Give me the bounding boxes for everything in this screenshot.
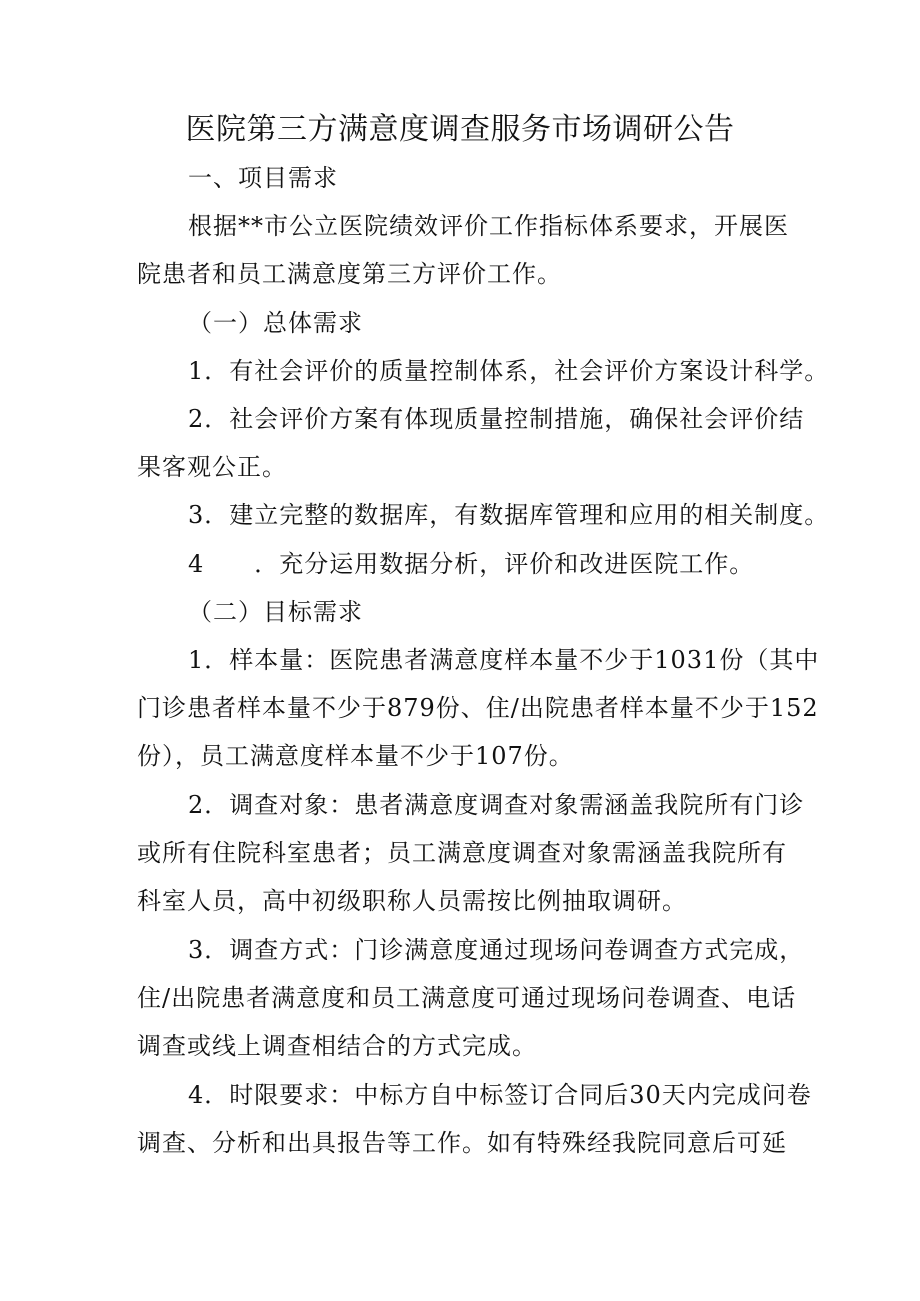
list-item: 3．调查方式：门诊满意度通过现场问卷调查方式完成， xyxy=(188,936,805,964)
list-item-continuation: 科室人员，高中初级职称人员需按比例抽取调研。 xyxy=(137,887,687,915)
paragraph-line: 院患者和员工满意度第三方评价工作。 xyxy=(137,260,562,288)
list-item: 2．调查对象：患者满意度调查对象需涵盖我院所有门诊 xyxy=(188,791,805,819)
list-item-continuation: 份），员工满意度样本量不少于107份。 xyxy=(137,742,574,770)
document-title: 医院第三方满意度调查服务市场调研公告 xyxy=(185,112,735,147)
subsection-heading-2: （二）目标需求 xyxy=(188,598,363,626)
list-item-continuation: 果客观公正。 xyxy=(137,453,287,481)
list-item: 4．时限要求：中标方自中标签订合同后30天内完成问卷 xyxy=(188,1081,812,1109)
list-item-continuation: 调查或线上调查相结合的方式完成。 xyxy=(137,1032,537,1060)
list-item-continuation: 门诊患者样本量不少于879份、住/出院患者样本量不少于152 xyxy=(137,694,819,722)
paragraph-line: 根据**市公立医院绩效评价工作指标体系要求，开展医 xyxy=(188,212,789,240)
list-item: 2．社会评价方案有体现质量控制措施，确保社会评价结 xyxy=(188,405,805,433)
list-item-continuation: 或所有住院科室患者；员工满意度调查对象需涵盖我院所有 xyxy=(137,839,787,867)
list-item: 1．有社会评价的质量控制体系，社会评价方案设计科学。 xyxy=(188,357,830,385)
list-item: 4 ．充分运用数据分析，评价和改进医院工作。 xyxy=(188,550,755,578)
list-item-continuation: 调查、分析和出具报告等工作。如有特殊经我院同意后可延 xyxy=(137,1129,787,1157)
list-item: 3．建立完整的数据库，有数据库管理和应用的相关制度。 xyxy=(188,501,830,529)
subsection-heading-1: （一）总体需求 xyxy=(188,309,363,337)
list-item: 1．样本量：医院患者满意度样本量不少于1031份（其中 xyxy=(188,646,820,674)
list-item-continuation: 住/出院患者满意度和员工满意度可通过现场问卷调查、电话 xyxy=(137,984,797,1012)
section-heading-1: 一、项目需求 xyxy=(188,164,338,192)
